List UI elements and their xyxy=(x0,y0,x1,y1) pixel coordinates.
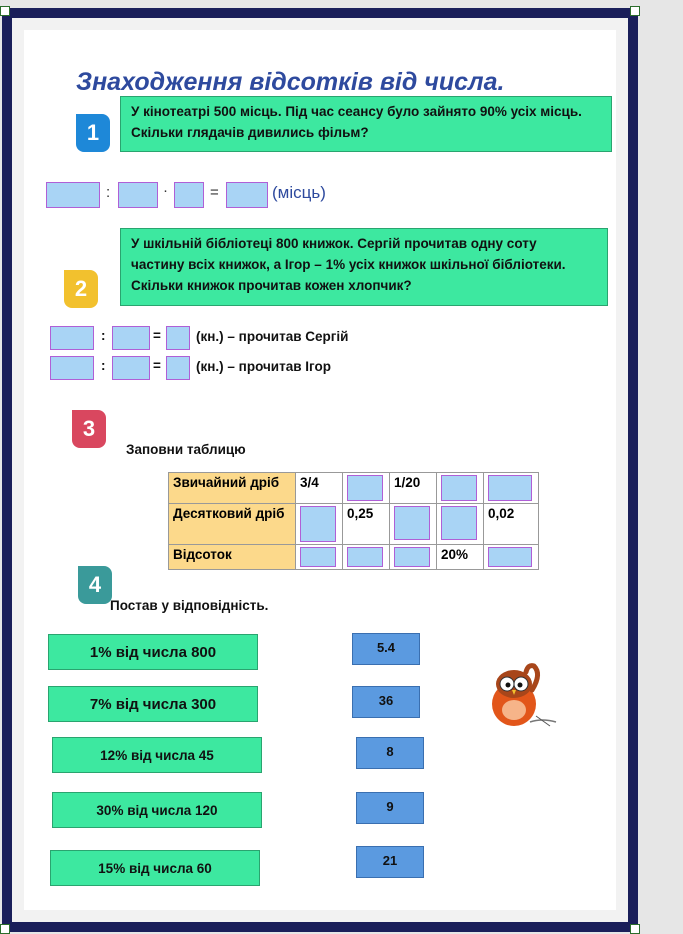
task2-row2-op1: : xyxy=(101,358,106,373)
match-left-item[interactable]: 1% від числа 800 xyxy=(48,634,258,670)
table-cell: 0,25 xyxy=(343,504,390,545)
table-cell[interactable] xyxy=(390,504,437,545)
task2-row1-op1: : xyxy=(101,328,106,343)
match-left-item[interactable]: 7% від числа 300 xyxy=(48,686,258,722)
row-header: Звичайний дріб xyxy=(169,473,296,504)
task2-row1-blank-2[interactable] xyxy=(112,326,150,350)
owl-thinking-icon xyxy=(480,660,566,732)
table-blank[interactable] xyxy=(347,547,383,567)
table-blank[interactable] xyxy=(488,475,532,501)
table-cell[interactable] xyxy=(484,545,539,570)
task2-row2-label: (кн.) – прочитав Ігор xyxy=(196,359,331,374)
table-blank[interactable] xyxy=(441,506,477,540)
match-right-item[interactable]: 9 xyxy=(356,792,424,824)
corner-handle xyxy=(630,924,640,934)
task2-row2-blank-2[interactable] xyxy=(112,356,150,380)
task1-blank-1[interactable] xyxy=(46,182,100,208)
match-right-item[interactable]: 36 xyxy=(352,686,420,718)
task1-blank-3[interactable] xyxy=(174,182,204,208)
task1-blank-2[interactable] xyxy=(118,182,158,208)
page-title: Знаходження відсотків від числа. xyxy=(76,68,505,96)
task2-row2-blank-1[interactable] xyxy=(50,356,94,380)
task1-op-divide: : xyxy=(106,184,111,201)
table-cell[interactable] xyxy=(484,473,539,504)
table-row xyxy=(169,504,539,545)
table-cell[interactable] xyxy=(390,545,437,570)
table-cell[interactable] xyxy=(343,545,390,570)
task1-line1: У кінотеатрі 500 місць. Під час сеансу було зайнято 90% усіх місць. xyxy=(131,104,582,119)
task2-badge: 2 xyxy=(64,270,98,308)
task3-badge: 3 xyxy=(72,410,106,448)
task2-row1-blank-1[interactable] xyxy=(50,326,94,350)
task1-op-equals: = xyxy=(210,184,219,201)
table-blank[interactable] xyxy=(488,547,532,567)
corner-handle xyxy=(630,6,640,16)
task4-instruction: Постав у відповідність. xyxy=(110,598,269,613)
task1-badge: 1 xyxy=(76,114,110,152)
task2-row1-op2: = xyxy=(153,328,161,343)
match-left-item[interactable]: 30% від числа 120 xyxy=(52,792,262,828)
task2-line2: частину всіх книжок, а Ігор – 1% усіх книжок шкільної бібліотеки. xyxy=(131,257,566,272)
task1-line2: Скільки глядачів дивились фільм? xyxy=(131,125,369,140)
table-blank[interactable] xyxy=(300,547,336,567)
table-cell[interactable] xyxy=(343,473,390,504)
task1-op-multiply: · xyxy=(163,182,168,199)
task2-problem xyxy=(120,228,608,306)
row-header: Десятковий дріб xyxy=(169,504,296,545)
table-row xyxy=(169,473,539,504)
worksheet xyxy=(24,30,616,910)
table-cell: 3/4 xyxy=(296,473,343,504)
task1-blank-answer[interactable] xyxy=(226,182,268,208)
table-cell[interactable] xyxy=(296,504,343,545)
match-right-item[interactable]: 5.4 xyxy=(352,633,420,665)
table-blank[interactable] xyxy=(347,475,383,501)
table-blank[interactable] xyxy=(300,506,336,542)
task2-row2-blank-3[interactable] xyxy=(166,356,190,380)
table-cell[interactable] xyxy=(296,545,343,570)
table-blank[interactable] xyxy=(441,475,477,501)
task2-row1-label: (кн.) – прочитав Сергій xyxy=(196,329,349,344)
task2-row2-op2: = xyxy=(153,358,161,373)
match-right-item[interactable]: 21 xyxy=(356,846,424,878)
match-right-item[interactable]: 8 xyxy=(356,737,424,769)
corner-handle xyxy=(0,924,10,934)
match-left-item[interactable]: 12% від числа 45 xyxy=(52,737,262,773)
match-left-item[interactable]: 15% від числа 60 xyxy=(50,850,260,886)
table-cell: 20% xyxy=(437,545,484,570)
table-cell[interactable] xyxy=(437,504,484,545)
task2-line1: У шкільній бібліотеці 800 книжок. Сергій прочитав одну соту xyxy=(131,236,537,251)
task1-problem xyxy=(120,96,612,152)
page xyxy=(12,18,628,922)
task2-row1-blank-3[interactable] xyxy=(166,326,190,350)
table-row xyxy=(169,545,539,570)
row-header: Відсоток xyxy=(169,545,296,570)
table-cell: 1/20 xyxy=(390,473,437,504)
table-blank[interactable] xyxy=(394,547,430,567)
task2-line3: Скільки книжок прочитав кожен хлопчик? xyxy=(131,278,412,293)
task3-instruction: Заповни таблицю xyxy=(126,442,246,457)
document-frame xyxy=(2,8,638,932)
task4-badge: 4 xyxy=(78,566,112,604)
table-cell[interactable] xyxy=(437,473,484,504)
corner-handle xyxy=(0,6,10,16)
table-blank[interactable] xyxy=(394,506,430,540)
task1-unit: (місць) xyxy=(272,183,326,202)
table-cell: 0,02 xyxy=(484,504,539,545)
fraction-table xyxy=(168,472,539,570)
